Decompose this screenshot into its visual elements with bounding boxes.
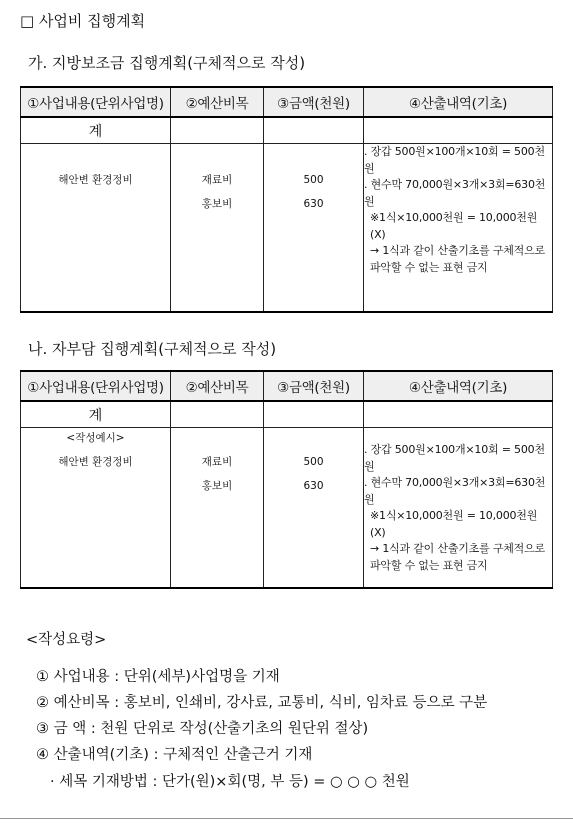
header-amount: ③금액(천원) [264, 87, 364, 117]
calc-line: → 1식과 같이 산출기초를 구체적으로 파악할 수 없는 표현 금지 [370, 542, 545, 572]
total-label: 계 [21, 117, 171, 144]
guide-line: ② 예산비목 : 홍보비, 인쇄비, 강사료, 교통비, 식비, 임차료 등으로 구분 [36, 695, 488, 711]
project-name: 해안변 환경정비 [58, 174, 133, 186]
total-amount-cell [264, 401, 364, 428]
example-note: <작성예시> [66, 432, 125, 444]
header-calculation: ④산출내역(기초) [364, 87, 553, 117]
budget-item: 홍보비 [201, 480, 233, 492]
total-row [21, 117, 553, 144]
calc-line: ※1식×10,000천원 = 10,000천원(X) [370, 509, 538, 539]
header-calculation: ④산출내역(기초) [364, 371, 553, 401]
self-funding-heading: 나. 자부담 집행계획(구체적으로 작성) [28, 340, 277, 358]
header-project: ①사업내용(단위사업명) [21, 87, 171, 117]
project-cell [21, 144, 171, 312]
calculation-cell [364, 144, 553, 312]
self-funding-table [20, 370, 553, 589]
budget-items-cell [171, 144, 264, 312]
amounts-cell [264, 428, 364, 588]
total-row [21, 401, 553, 428]
bottom-divider [0, 818, 573, 819]
guide-line: · 세목 기재방법 : 단가(원)×회(명, 부 등) = ○ ○ ○ 천원 [50, 774, 410, 790]
table-row [21, 144, 553, 312]
calc-line: → 1식과 같이 산출기초를 구체적으로 파악할 수 없는 표현 금지 [370, 244, 545, 274]
table-row [21, 428, 553, 588]
budget-item: 재료비 [201, 456, 233, 468]
total-calc-cell [364, 401, 553, 428]
budget-items-cell [171, 428, 264, 588]
amount-value: 500 [303, 174, 324, 186]
amount-value: 630 [303, 480, 324, 492]
calculation-cell [364, 428, 553, 588]
guide-line: ③ 금 액 : 천원 단위로 작성(산출기초의 원단위 절상) [36, 721, 369, 737]
guide-line: ④ 산출내역(기초) : 구체적인 산출근거 기재 [36, 747, 313, 763]
total-label: 계 [21, 401, 171, 428]
header-budget-item: ②예산비목 [171, 87, 264, 117]
header-amount: ③금액(천원) [264, 371, 364, 401]
calc-line: . 현수막 70,000원×3개×3회=630천원 [364, 178, 546, 208]
amounts-cell [264, 144, 364, 312]
calc-line: . 장갑 500원×100개×10회 = 500천원 [364, 443, 545, 473]
header-project: ①사업내용(단위사업명) [21, 371, 171, 401]
calc-line: . 현수막 70,000원×3개×3회=630천원 [364, 476, 546, 506]
budget-item: 재료비 [201, 174, 233, 186]
table-header-row [21, 371, 553, 401]
calc-line: ※1식×10,000천원 = 10,000천원(X) [370, 211, 538, 241]
amount-value: 500 [303, 456, 324, 468]
guide-title: <작성요령> [26, 632, 107, 648]
subsidy-table [20, 86, 553, 313]
budget-item: 홍보비 [201, 198, 233, 210]
subsidy-heading: 가. 지방보조금 집행계획(구체적으로 작성) [28, 54, 306, 72]
guide-line: ① 사업내용 : 단위(세부)사업명을 기재 [36, 669, 280, 685]
project-cell [21, 428, 171, 588]
total-budget-cell [171, 401, 264, 428]
total-amount-cell [264, 117, 364, 144]
project-name: 해안변 환경정비 [58, 456, 133, 468]
total-calc-cell [364, 117, 553, 144]
amount-value: 630 [303, 198, 324, 210]
section-title: □ 사업비 집행계획 [20, 12, 146, 30]
total-budget-cell [171, 117, 264, 144]
header-budget-item: ②예산비목 [171, 371, 264, 401]
calc-line: . 장갑 500원×100개×10회 = 500천원 [364, 145, 545, 175]
table-header-row [21, 87, 553, 117]
